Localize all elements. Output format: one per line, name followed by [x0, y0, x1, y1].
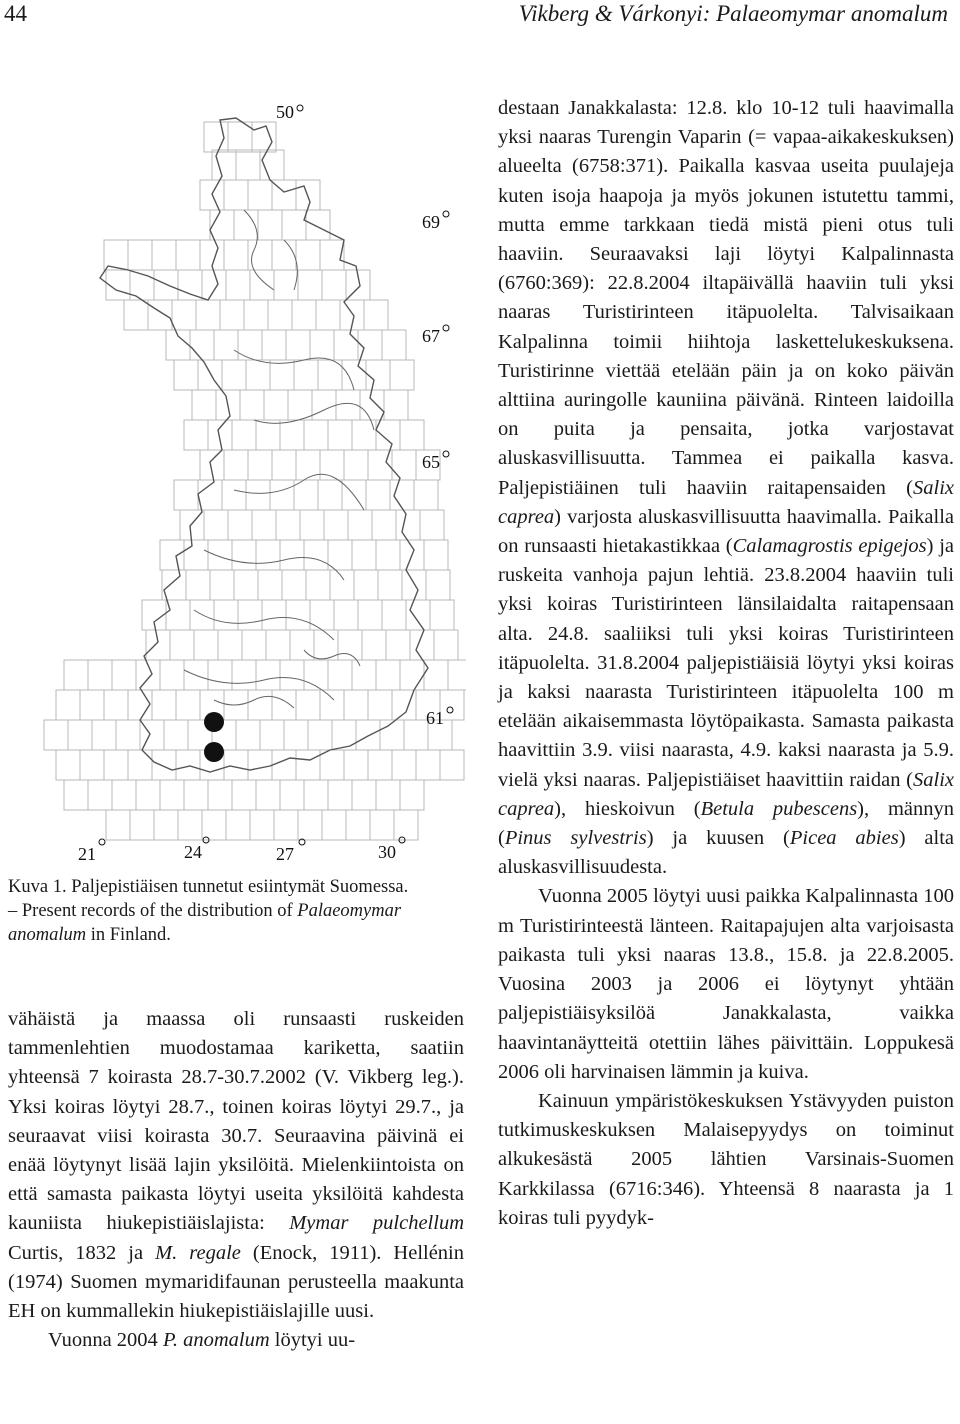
grid-cell	[322, 810, 346, 840]
grid-cell	[382, 330, 406, 360]
grid-cell	[320, 450, 344, 480]
grid-cell	[256, 420, 280, 450]
grid-cell	[370, 810, 394, 840]
grid-cell	[320, 750, 344, 780]
grid-cell	[226, 810, 250, 840]
grid-cell	[364, 300, 388, 330]
grid-cell	[128, 750, 152, 780]
grid-cell	[160, 780, 184, 810]
grid-cell	[318, 480, 342, 510]
grid-cell	[246, 360, 270, 390]
grid-cell	[248, 450, 272, 480]
grid-cell	[68, 720, 92, 750]
grid-cell	[298, 270, 322, 300]
grid-cell	[164, 720, 188, 750]
river	[194, 610, 334, 640]
grid-cell	[416, 750, 440, 780]
grid-cell	[146, 630, 170, 660]
grid-cell	[376, 780, 400, 810]
grid-cell	[272, 750, 296, 780]
grid-cell	[92, 720, 116, 750]
grid-cell	[128, 240, 152, 270]
grid-cell	[128, 690, 152, 720]
grid-cell	[300, 510, 324, 540]
grid-cell	[148, 300, 172, 330]
left-column-text	[8, 1005, 464, 1355]
grid-cell	[356, 720, 380, 750]
grid-cell	[154, 810, 178, 840]
grid-cell	[248, 180, 272, 210]
paragraph: destaan Janakkalasta: 12.8. klo 10-12 tuli haavimalla yksi naaras Turengin Vaparin (= vapaa-aikakeskuksen) alueelta (6758:371). Paikalla kasvaa useita puulajeja kuten isoja haapoja ja myös jokunen istutettu tammi, mutta emme tarkkaan tiedä mistä pieni otus tuli haaviin. Seuraavaksi laji löytyi Kalpalinnasta (6760:369): 22.8.2004 iltapäivällä haaviin tuli yksi naaras Turistirinteen itäpuolelta. Talvisaikaan Kalpalinna toimii hiihtoja laskettelukeskuksena. Turistirinne viettää etelään päin ja on koko päivän alttiina auringolle kauniina päivänä. Rinteen laidoilla on puita ja pensaita, jotka varjostavat aluskasvillisuutta. Tammea ei paikalla kasva. Paljepistiäinen tuli haaviin raitapensaiden (Salix caprea) varjosta aluskasvillisuutta haavimalla. Paikalla on runsaasti hietakastikkaa (Calamagrostis epigejos) ja ruskeita vanhoja pajun lehtiä. 23.8.2004 haaviin tuli yksi koiras Turistirinteen länsilaidalta raitapensaan alta. 24.8. saaliiksi tuli yksi koiras Turistirinteen itäpuolelta. 31.8.2004 paljepistiäisiä löytyi yksi koiras ja kaksi naarasta Turistirinteen itäpuolelta 100 m etelään aikaisemmasta löytöpaikasta. Samasta paikasta haavittiin 3.9. viisi naarasta, 4.9. kaksi naarasta ja 5.9. vielä yksi naaras. Paljepistiäiset haavittiin raidan (Salix caprea), hieskoivun (Betula pubescens), männyn (Pinus sylvestris) ja kuusen (Picea abies) alta aluskasvillisuudesta.	[498, 97, 954, 879]
grid-cell	[322, 270, 346, 300]
grid-cell	[420, 510, 444, 540]
grid-cell	[298, 810, 322, 840]
grid-cell	[296, 750, 320, 780]
grid-cell	[240, 390, 264, 420]
grid-cell	[222, 360, 246, 390]
grid-cell	[344, 690, 368, 720]
grid-cell	[166, 600, 190, 630]
grid-cell	[346, 810, 370, 840]
grid-cell	[246, 480, 270, 510]
grid-cell	[152, 240, 176, 270]
grid-cell	[196, 300, 220, 330]
grid-cell	[268, 300, 292, 330]
grid-cell	[392, 750, 416, 780]
grid-cell	[344, 750, 368, 780]
grid-cell	[238, 330, 262, 360]
grid-cell	[316, 300, 340, 330]
grid-cell	[174, 360, 198, 390]
page-header	[0, 0, 960, 34]
grid-cell	[286, 600, 310, 630]
grid-cell	[130, 810, 154, 840]
grid-cell	[232, 420, 256, 450]
grid-cell	[252, 510, 276, 540]
grid-cell	[224, 180, 248, 210]
grid-cell	[368, 690, 392, 720]
grid-labels-bottom	[78, 842, 396, 864]
grid-label: 24	[184, 842, 202, 862]
record-marker	[204, 742, 224, 762]
grid-cell	[226, 270, 250, 300]
grid-label: 30	[378, 842, 396, 862]
grid-cell	[308, 720, 332, 750]
grid-cell	[306, 570, 330, 600]
grid-cell	[232, 660, 256, 690]
grid-cell	[172, 300, 196, 330]
finland-outline	[100, 118, 428, 772]
grid-cell	[328, 540, 352, 570]
degree-marks	[99, 105, 453, 845]
grid-cell	[318, 360, 342, 390]
grid-cell	[360, 390, 384, 420]
grid-cell	[424, 660, 448, 690]
grid-cell	[258, 210, 282, 240]
grid-cell	[248, 240, 272, 270]
grid-cell	[276, 510, 300, 540]
grid-cell	[368, 750, 392, 780]
grid-cell	[208, 780, 232, 810]
grid-cell	[192, 390, 216, 420]
grid-cell	[352, 660, 376, 690]
grid-cell	[328, 780, 352, 810]
grid-label: 67	[422, 326, 440, 346]
grid-cell	[184, 540, 208, 570]
grid-cell	[358, 600, 382, 630]
grid-cell	[262, 600, 286, 630]
grid-cell	[228, 510, 252, 540]
grid-cell	[154, 270, 178, 300]
paragraph: Vuonna 2005 löytyi uusi paikka Kalpalinnasta 100 m Turistirinteestä länteen. Raitapajujen alta varjoisasta paikasta tuli yksi naaras 13.8., 15.8. ja 22.8.2005. Vuosina 2003 ja 2006 ei löytynyt yhtään paljepistiäisyksilöä Janakkalasta, vaikka haavintanäytteitä otettiin lähes päivittäin. Loppukesä 2006 oli harvinaisen lämmin ja kuiva.	[498, 885, 954, 1083]
grid-cell	[448, 660, 466, 690]
paragraph: vähäistä ja maassa oli runsaasti ruskeiden tammenlehtien muodostamaa kariketta, saatiin yhteensä 7 koirasta 28.7-30.7.2002 (V. Vikberg leg.). Yksi koiras löytyi 28.7., toinen koiras löytyi 29.7., ja seuraavat viisi koirasta 30.7. Seuraavina päivinä ei enää löytynyt lisää lajin yksilöitä. Mielenkiintoista on että samasta paikasta löytyi useita yksilöitä kahdesta kauniista hiukepistiäislajista: Mymar pulchellum Curtis, 1832 ja M. regale (Enock, 1911). Hellénin (1974) Suomen mymaridifaunan perusteella maakunta EH on kummallekin hiukepistiäislajille uusi.	[8, 1008, 465, 1323]
grid-cell	[400, 420, 424, 450]
grid-cell	[274, 270, 298, 300]
running-title: Vikberg & Várkonyi: Palaeomymar anomalum	[518, 1, 948, 26]
grid-cell	[250, 810, 274, 840]
grid-cell	[80, 690, 104, 720]
grid-cell	[64, 780, 88, 810]
grid-cell	[264, 390, 288, 420]
grid-cell	[204, 510, 228, 540]
grid-cell	[236, 150, 260, 180]
right-column-text	[498, 94, 954, 1233]
grid-cell	[112, 780, 136, 810]
grid-cell	[320, 690, 344, 720]
river	[254, 403, 374, 430]
grid-cell	[390, 360, 414, 390]
grid-label: 50	[276, 102, 294, 122]
grid-cell	[184, 420, 208, 450]
grid-cell	[112, 660, 136, 690]
grid-cell	[88, 780, 112, 810]
grid-cell	[210, 570, 234, 600]
grid-cell	[304, 540, 328, 570]
grid-cell	[366, 360, 390, 390]
river	[284, 240, 297, 290]
grid-cell	[384, 390, 408, 420]
grid-cell	[404, 720, 428, 750]
grid-cell	[222, 480, 246, 510]
grid-cell	[294, 480, 318, 510]
paragraph: Vuonna 2004 P. anomalum löytyi uu-	[48, 1329, 356, 1352]
grid-cell	[380, 720, 404, 750]
grid-cell	[328, 420, 352, 450]
grid-cell	[178, 270, 202, 300]
grid-cell	[304, 780, 328, 810]
grid-cell	[334, 330, 358, 360]
grid-cell	[280, 540, 304, 570]
grid-cell	[208, 540, 232, 570]
grid-cell	[170, 630, 194, 660]
grid-cell	[136, 780, 160, 810]
grid-cell	[186, 570, 210, 600]
grid-cell	[352, 540, 376, 570]
grid-cell	[376, 660, 400, 690]
grid-cell	[262, 330, 286, 360]
grid-cell	[362, 630, 386, 660]
grid-cell	[342, 360, 366, 390]
grid-cell	[284, 720, 308, 750]
grid-cell	[44, 720, 68, 750]
grid-label: 69	[422, 212, 440, 232]
grid-cell	[258, 570, 282, 600]
grid-cell	[324, 510, 348, 540]
grid-cell	[176, 750, 200, 780]
grid-cell	[282, 570, 306, 600]
grid-cell	[304, 420, 328, 450]
grid-cell	[414, 480, 438, 510]
paragraph: Kainuun ympäristökeskuksen Ystävyyden puiston tutkimuskeskuksen Malaisepyydys on toiminut alkukesästä 2005 lähtien Varsinais-Suomen Karkkilassa (6716:346). Yhteensä 8 naarasta ja 1 koiras tuli pyydyk-	[498, 1089, 954, 1229]
grid-cell	[250, 270, 274, 300]
grid-cell	[400, 780, 424, 810]
grid-cell	[294, 360, 318, 390]
grid-cell	[214, 600, 238, 630]
grid-cell	[400, 660, 424, 690]
grid-cell	[248, 750, 272, 780]
grid-cell	[378, 570, 402, 600]
distribution-map-figure	[4, 90, 466, 870]
grid-cell	[208, 420, 232, 450]
grid-cell	[338, 630, 362, 660]
grid-cell	[272, 240, 296, 270]
grid-cell	[304, 660, 328, 690]
grid-cell	[224, 750, 248, 780]
grid-cell	[330, 570, 354, 600]
grid-cell	[232, 540, 256, 570]
grid-cell	[242, 630, 266, 660]
grid-cell	[256, 540, 280, 570]
grid-cell	[434, 630, 458, 660]
grid-cell	[332, 720, 356, 750]
grid-cell	[202, 810, 226, 840]
grid-cell	[312, 390, 336, 420]
grid-cell	[386, 630, 410, 660]
grid-cell	[344, 450, 368, 480]
river	[214, 696, 294, 708]
grid-cell	[376, 540, 400, 570]
grid-cell	[354, 570, 378, 600]
grid-cell	[296, 690, 320, 720]
grid-cell	[394, 810, 418, 840]
grid-cell	[244, 300, 268, 330]
grid-cell	[56, 690, 80, 720]
grid-cell	[238, 600, 262, 630]
grid-cell	[272, 450, 296, 480]
grid-cell	[256, 780, 280, 810]
grid-cell	[366, 480, 390, 510]
grid-cell	[208, 660, 232, 690]
grid-cell	[210, 210, 234, 240]
grid-cell	[220, 300, 244, 330]
grid-cell	[190, 330, 214, 360]
grid-cell	[248, 690, 272, 720]
grid-label: 65	[422, 452, 440, 472]
grid-cell	[176, 240, 200, 270]
grid-cell	[88, 660, 112, 690]
grid-cell	[124, 300, 148, 330]
grid-cell	[272, 690, 296, 720]
grid-cell	[270, 360, 294, 390]
grid-cell	[270, 480, 294, 510]
grid-cell	[224, 450, 248, 480]
grid-cell	[296, 240, 320, 270]
grid-cell	[328, 660, 352, 690]
grid-cell	[234, 570, 258, 600]
grid-cell	[152, 750, 176, 780]
grid-cell	[424, 540, 448, 570]
page-number: 44	[4, 1, 27, 26]
grid-cell	[232, 780, 256, 810]
grid-cell	[106, 810, 130, 840]
map-grid	[44, 122, 466, 840]
grid-cell	[64, 660, 88, 690]
grid-cell	[160, 660, 184, 690]
grid-cell	[176, 690, 200, 720]
grid-cell	[396, 510, 420, 540]
grid-cell	[310, 330, 334, 360]
grid-cell	[296, 450, 320, 480]
grid-cell	[236, 720, 260, 750]
grid-cell	[280, 780, 304, 810]
grid-cell	[376, 420, 400, 450]
grid-cell	[152, 690, 176, 720]
grid-cell	[104, 690, 128, 720]
grid-cell	[352, 780, 376, 810]
figure-caption: Kuva 1. Paljepistiäisen tunnetut esiintymät Suomessa. – Present records of the distribution of Palaeomymar anomalum in Finland.	[8, 877, 409, 945]
grid-cell	[56, 750, 80, 780]
grid-cell	[160, 540, 184, 570]
grid-cell	[274, 810, 298, 840]
grid-cell	[266, 630, 290, 660]
record-marker	[204, 712, 224, 732]
grid-cell	[224, 240, 248, 270]
grid-cell	[184, 780, 208, 810]
grid-label: 61	[426, 708, 444, 728]
grid-cell	[194, 630, 218, 660]
grid-cell	[260, 720, 284, 750]
grid-cell	[212, 150, 236, 180]
grid-cell	[116, 720, 140, 750]
river	[184, 670, 334, 700]
grid-cell	[288, 390, 312, 420]
grid-cell	[218, 630, 242, 660]
grid-cell	[202, 270, 226, 300]
grid-cell	[372, 510, 396, 540]
grid-cell	[280, 420, 304, 450]
grid-cell	[286, 330, 310, 360]
river	[204, 550, 344, 580]
grid-cell	[430, 600, 454, 630]
grid-cell	[282, 210, 306, 240]
grid-cell	[104, 750, 128, 780]
grid-cell	[426, 570, 450, 600]
grid-cell	[214, 330, 238, 360]
finland-grid-map	[4, 90, 466, 870]
grid-cell	[310, 600, 334, 630]
grid-cell	[178, 810, 202, 840]
grid-cell	[256, 660, 280, 690]
grid-cell	[306, 210, 330, 240]
grid-cell	[280, 660, 304, 690]
grid-cell	[174, 480, 198, 510]
grid-cell	[440, 750, 464, 780]
grid-cell	[382, 600, 406, 630]
grid-cell	[80, 750, 104, 780]
grid-cell	[402, 570, 426, 600]
grid-cell	[348, 510, 372, 540]
grid-cell	[292, 300, 316, 330]
grid-cell	[392, 450, 416, 480]
grid-cell	[406, 600, 430, 630]
grid-label: 21	[78, 844, 96, 864]
grid-label: 27	[276, 844, 294, 864]
grid-cell	[334, 600, 358, 630]
